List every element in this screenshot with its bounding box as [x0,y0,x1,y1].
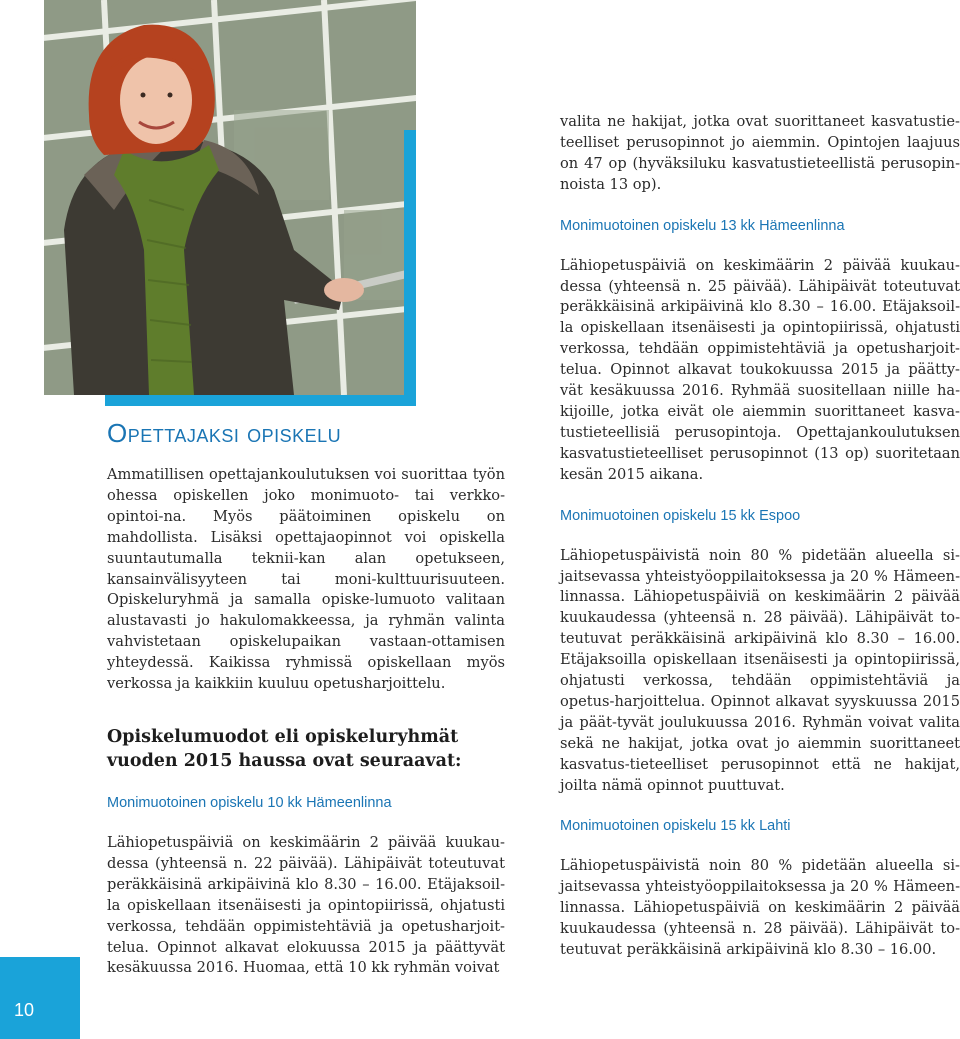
group-text-lahti-15: Lähiopetuspäivistä noin 80 % pidetään alueella si-jaitsevassa yhteistyöoppilaitoksessa ja 20 % Hämeen-linnassa. Lähiopetuspäiviä on keskimäärin 2 päivää kuukaudessa (yhteensä n. 28 päivää). Lähipäivät to-teutuvat peräkkäisinä arkipäivinä klo 8.30 – 16.00. [560,857,960,959]
groups-heading: Opiskelumuodot eli opiskeluryhmät vuoden 2015 haussa ovat seuraavat: [107,726,462,771]
group-title-hameenlinna-13: Monimuotoinen opiskelu 13 kk Hämeenlinna [560,217,845,234]
group-title-espoo-15: Monimuotoinen opiskelu 15 kk Espoo [560,507,801,524]
portrait-photo [44,0,416,395]
group-text-hameenlinna-13: Lähiopetuspäiviä on keskimäärin 2 päivää kuukau-dessa (yhteensä n. 25 päivää). Lähipäivät toteutuvat peräkkäisinä arkipäivinä klo 8.30 – 16.00. Etäjaksoil-la opiskellaan itsenäisesti ja opintopiirissä, ohjatusti verkossa, tehdään oppimistehtäviä ja opetusharjoit-telua. Opinnot alkavat toukokuussa 2015 ja päätty-vät kesäkuussa 2016. Ryhmää suositellaan niille ha-kijoille, jotka eivät ole aiemmin suorittaneet kasva-tustieteellisiä perusopintoja. Opettajankoulutuksen kasvatustieteelliset perusopinnot (13 op) suoritetaan kesän 2015 aikana. [560,256,960,483]
group-title-lahti-15: Monimuotoinen opiskelu 15 kk Lahti [560,818,791,835]
intro-paragraph: Ammatillisen opettajankoulutuksen voi suorittaa työn ohessa opiskellen joko monimuoto- tai verkko-opintoi-na. Myös päätoiminen opiskelu on mahdollista. Lisäksi opettajaopinnot voi opiskella suuntautumalla teknii-kan alan opetukseen, kansainvälisyyteen tai moni-kulttuurisuuteen. Opiskeluryhmä ja samalla opiske-lumuoto valitaan alustavasti jo hakulomakkeessa, ja ryhmän valinta vahvistetaan opiskelupaikan vastaan-ottamisen yhteydessä. Kaikissa ryhmissä opiskellaan myös verkossa ja kaikkiin kuuluu opetusharjoittelu. [107,466,505,693]
group-text-hameenlinna-10: Lähiopetuspäiviä on keskimäärin 2 päivää kuukau-dessa (yhteensä n. 22 päivää). Lähipäivät toteutuvat peräkkäisinä arkipäivinä klo 8.30 – 16.00. Etäjaksoil-la opiskellaan itsenäisesti ja opintopiirissä, ohjatusti verkossa, tehdään oppimistehtäviä ja opetusharjoit-telua. Opinnot alkavat elokuussa 2015 ja päättyvät kesäkuussa 2016. Huomaa, että 10 kk ryhmän voivat [107,833,505,977]
page-number-tab [0,957,80,1039]
group-text-espoo-15: Lähiopetuspäivistä noin 80 % pidetään alueella si-jaitsevassa yhteistyöoppilaitoksessa ja 20 % Hämeen-linnassa. Lähiopetuspäiviä on keskimäärin 2 päivää kuukaudessa (yhteensä n. 28 päivää). Lähipäivät to-teutuvat peräkkäisinä arkipäivinä klo 8.30 – 16.00. Etäjaksoilla opiskellaan itsenäisesti ja opintopiirissä, ohjatusti verkossa, tehdään oppimistehtäviä ja opetus-harjoittelua. Opinnot alkavat syyskuussa 2015 ja päät-tyvät joulukuussa 2016. Ryhmän voivat valita sekä ne hakijat, jotka ovat jo aiemmin suorittaneet kasvatus-tieteelliset perusopinnot että ne hakijat, joilta nämä opinnot puuttuvat. [560,546,960,794]
page-number: 10 [14,1000,35,1020]
accent-bar-horizontal [105,395,416,406]
right-column [560,112,960,961]
right-intro-paragraph: valita ne hakijat, jotka ovat suorittaneet kasvatustie-teelliset perusopinnot jo aiemmin. Opintojen laajuus on 47 op (hyväksiluku kasvatustieteellistä perusopin-noista 13 op). [560,113,960,193]
group-title-hameenlinna-10: Monimuotoinen opiskelu 10 kk Hämeenlinna [107,794,392,811]
section-title: Opettajaksi opiskelu [107,418,342,448]
left-column [107,418,505,979]
accent-bar-vertical [404,130,416,406]
